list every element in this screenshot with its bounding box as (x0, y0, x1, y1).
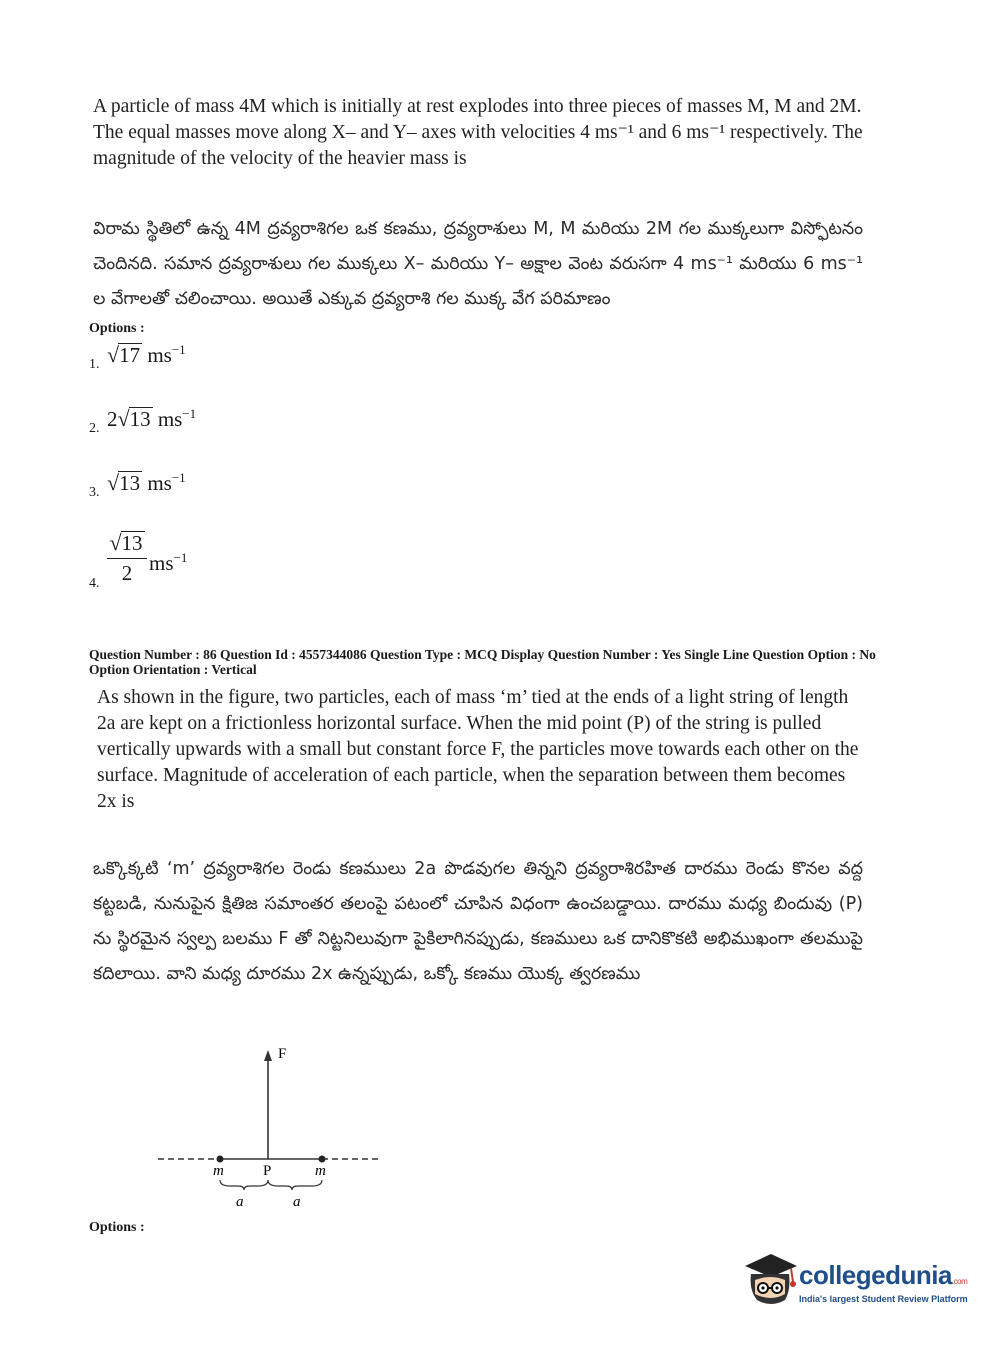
question-85-english: A particle of mass 4M which is initially at rest explodes into three pieces of masses M, M and 2M. The equal masses move along X– and Y– axes with velocities 4 ms⁻¹ and 6 ms⁻¹ respectively. The magnitude of the velocity of the heavier mass is (93, 96, 863, 169)
radicand: 17 (119, 343, 141, 367)
exponent: −1 (182, 406, 197, 421)
midpoint-label: P (263, 1163, 272, 1179)
question-86-meta: Question Number : 86 Question Id : 4557344086 Question Type : MCQ Display Question Number : Yes Single Line Question Option : No Option Orientation : Vertical (89, 647, 876, 677)
option-value (107, 470, 186, 496)
exponent: −1 (171, 342, 186, 357)
option-value (107, 406, 196, 432)
denominator: 2 (121, 561, 133, 585)
question-86-english: As shown in the figure, two particles, each of mass ‘m’ tied at the ends of a light string of length 2a are kept on a frictionless horizontal surface. When the mid point (P) of the string is pulled vertically upwards with a small but constant force F, the particles move towards each other on the surface. Magnitude of acceleration of each particle, when the separation between them becomes 2x is (97, 687, 859, 812)
brace-right (268, 1180, 322, 1190)
coefficient: 2 (107, 407, 118, 431)
string-figure (150, 1040, 390, 1210)
option-number: 4. (89, 576, 100, 591)
option-number: 2. (89, 421, 100, 436)
collegedunia-logo (741, 1248, 981, 1312)
force-arrow-head (264, 1050, 272, 1061)
radical-sign: √ (107, 470, 120, 495)
exponent: −1 (171, 470, 186, 485)
length-label-left: a (236, 1194, 244, 1210)
unit: ms (147, 343, 172, 367)
unit: ms (157, 407, 183, 431)
unit: ms (147, 471, 172, 495)
radical-sign: √ (109, 530, 122, 555)
particle-left (217, 1156, 224, 1163)
fraction-bar (107, 558, 147, 559)
radicand: 13 (129, 407, 151, 431)
option-unit (149, 550, 187, 576)
brace-left (220, 1180, 268, 1190)
option-number: 3. (89, 485, 100, 500)
option-value (107, 342, 186, 368)
options-label-85: Options : (89, 321, 145, 336)
particle-right (319, 1156, 326, 1163)
radical-sign: √ (117, 406, 130, 431)
mass-label-left: m (213, 1163, 224, 1179)
exponent: −1 (173, 550, 188, 565)
numerator (107, 530, 147, 556)
question-85-telugu: విరామ స్థితిలో ఉన్న 4M ద్రవ్యరాశిగల ఒక కణము, ద్రవ్యరాశులు M, M మరియు 2M గల ముక్కలుగా విస్ఫోటనం చెందినది. సమాన ద్రవ్యరాశులు గల ముక్కలు X– మరియు Y– అక్షాల వెంట వరుసగా 4 ms⁻¹ మరియు 6 ms⁻¹ ల వేగాలతో చలించాయి. అయితే ఎక్కువ ద్రవ్యరాశి గల ముక్క వేగ పరిమాణం (93, 219, 863, 309)
force-label: F (278, 1046, 287, 1062)
unit: ms (149, 551, 174, 575)
radical-sign: √ (107, 342, 120, 367)
fraction (107, 530, 147, 586)
length-label-right: a (293, 1194, 301, 1210)
question-86-telugu: ఒక్కొక్కటి ‘m’ ద్రవ్యరాశిగల రెండు కణములు 2a పొడవుగల తిన్నని ద్రవ్యరాశిరహిత దారము రెండు కొనల వద్ద కట్టబడి, నునుపైన క్షితిజ సమాంతర తలంపై పటంలో చూపిన విధంగా ఉంచబడ్డాయి. దారము మధ్య బిందువు (P) ను స్థిరమైన స్వల్ప బలము F తో నిట్టనిలువుగా పైకిలాగినప్పుడు, కణములు ఒక దానికొకటి అభిముఖంగా తలముపై కదిలాయి. వాని మధ్య దూరము 2x ఉన్నప్పుడు, ఒక్కో కణము యొక్క త్వరణము (93, 859, 863, 984)
radicand: 13 (121, 531, 143, 555)
options-label-86: Options : (89, 1220, 145, 1235)
option-number: 1. (89, 357, 100, 372)
radicand: 13 (119, 471, 141, 495)
logo-tagline: India's largest Student Review Platform (799, 1294, 968, 1304)
logo-name: collegedunia.com (799, 1260, 968, 1290)
mascot-icon (741, 1250, 801, 1310)
mass-label-right: m (315, 1163, 326, 1179)
